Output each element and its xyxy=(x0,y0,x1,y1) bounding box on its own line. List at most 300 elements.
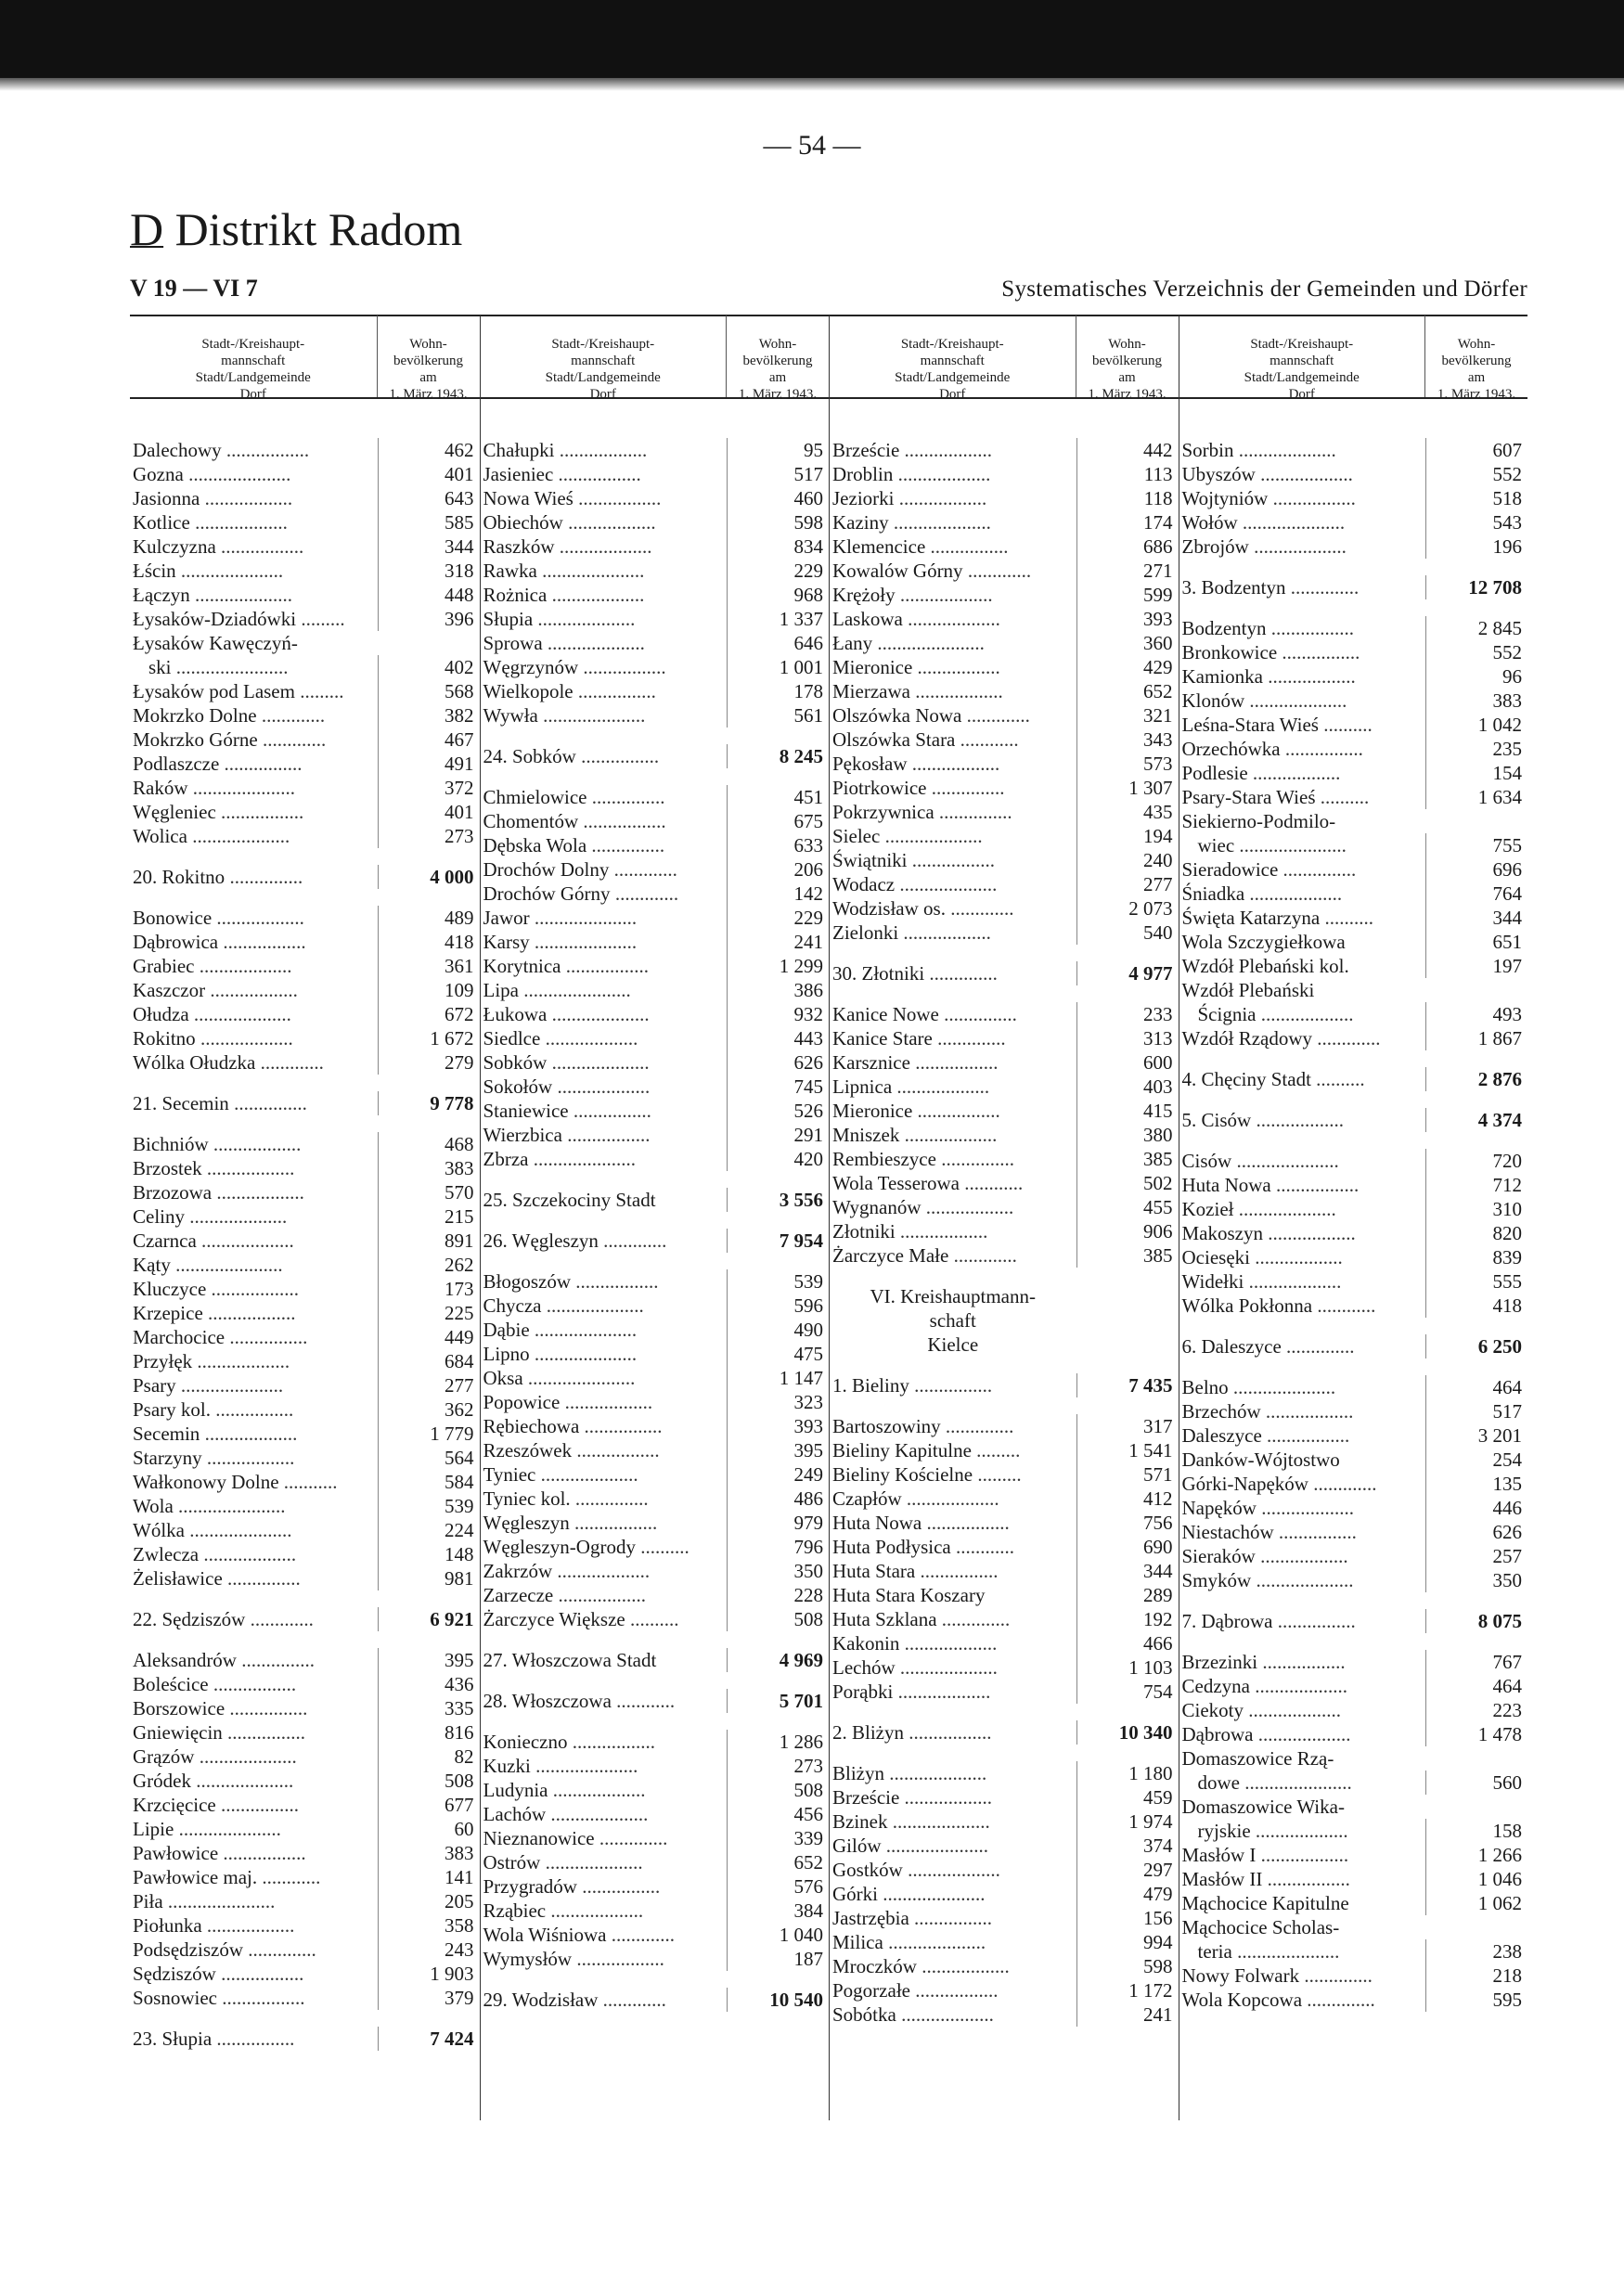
place-name: Podsędziszów .............. xyxy=(133,1938,316,1961)
population-value: 906 xyxy=(1076,1219,1179,1243)
population-value: 442 xyxy=(1076,438,1179,462)
table-row xyxy=(481,1342,830,1366)
population-value: 652 xyxy=(1076,679,1179,703)
header-name: Stadt-/Kreishaupt- mannschaft Stadt/Landgemeinde Dorf xyxy=(195,337,311,402)
table-row xyxy=(1179,575,1528,599)
section-range: V 19 — VI 7 xyxy=(130,275,258,302)
place-name: Wodzisław os. ............. xyxy=(832,897,1014,920)
place-name: Mokrzko Dolne ............. xyxy=(133,704,326,727)
table-row xyxy=(830,1195,1179,1219)
table-row xyxy=(830,1930,1179,1954)
place-name: Chycza .................... xyxy=(483,1294,644,1317)
place-name: Starzyny .................. xyxy=(133,1447,295,1469)
table-row xyxy=(130,1002,480,1026)
place-name: Ludynia ................... xyxy=(483,1779,646,1801)
population-value: 1 172 xyxy=(1076,1978,1179,2002)
place-name: Psary-Stara Wieś .......... xyxy=(1181,786,1370,808)
place-name: Łączyn .................... xyxy=(133,584,293,606)
population-value: 755 xyxy=(1425,833,1527,857)
place-name: Belno ..................... xyxy=(1181,1376,1336,1398)
table-row xyxy=(130,1091,480,1115)
population-value: 218 xyxy=(1425,1964,1527,1988)
table-row xyxy=(830,655,1179,679)
table-row xyxy=(481,1778,830,1802)
table-row xyxy=(1179,1375,1528,1399)
table-row xyxy=(1179,1026,1528,1050)
table-row xyxy=(130,631,480,655)
population-value: 596 xyxy=(727,1294,829,1318)
place-name: Tyniec .................... xyxy=(483,1463,638,1486)
place-name: Staniewice ................ xyxy=(483,1100,651,1122)
place-name: Rembieszyce ............... xyxy=(832,1148,1014,1170)
place-name: Podlaszcze ................ xyxy=(133,753,303,775)
table-row xyxy=(130,865,480,889)
population-value: 626 xyxy=(727,1050,829,1075)
place-name: Droblin ................... xyxy=(832,463,991,485)
place-name: Kluczyce .................. xyxy=(133,1278,300,1300)
place-name: Wolica .................... xyxy=(133,825,290,847)
place-name: Pogorzałe ................. xyxy=(832,1979,999,2002)
population-value: 9 778 xyxy=(378,1091,480,1115)
population-value: 449 xyxy=(378,1325,480,1349)
place-name: Rawka ..................... xyxy=(483,560,645,582)
table-row xyxy=(130,800,480,824)
place-name: Łścin ..................... xyxy=(133,560,284,582)
population-value: 767 xyxy=(1425,1650,1527,1674)
population-value: 277 xyxy=(378,1373,480,1397)
table-row xyxy=(130,1397,480,1422)
table-row xyxy=(830,1487,1179,1511)
place-name: Wałkonowy Dolne ........... xyxy=(133,1471,338,1493)
population-value: 321 xyxy=(1076,703,1179,728)
table-row xyxy=(130,728,480,752)
header-population: Wohn- bevölkerung am 1. März 1943. xyxy=(726,315,829,397)
population-value: 7 424 xyxy=(378,2027,480,2051)
table-row xyxy=(481,510,830,534)
place-name: Makoszyn .................. xyxy=(1181,1222,1356,1244)
population-value: 401 xyxy=(378,462,480,486)
table-column-2 xyxy=(480,315,830,2120)
place-name: Brzeście .................. xyxy=(832,1786,993,1809)
place-name: Huta Stara ................ xyxy=(832,1560,999,1582)
table-row xyxy=(830,1882,1179,1906)
population-value: 297 xyxy=(1076,1858,1179,1882)
scan-top-border xyxy=(0,0,1624,78)
population-value: 350 xyxy=(727,1559,829,1583)
population-value: 384 xyxy=(727,1899,829,1923)
table-row xyxy=(130,1253,480,1277)
place-name: Kakonin ................... xyxy=(832,1632,998,1655)
population-value: 1 337 xyxy=(727,607,829,631)
place-name: Górki-Napęków ............. xyxy=(1181,1473,1377,1495)
population-value: 206 xyxy=(727,857,829,882)
table-row xyxy=(830,1219,1179,1243)
table-row xyxy=(830,728,1179,752)
table-row xyxy=(830,961,1179,985)
population-value: 508 xyxy=(378,1769,480,1793)
place-name: ryjskie ................... xyxy=(1197,1820,1348,1842)
population-value: 891 xyxy=(378,1229,480,1253)
population-value: 372 xyxy=(378,776,480,800)
population-value: 1 286 xyxy=(727,1730,829,1754)
place-name: Ostrów .................... xyxy=(483,1851,643,1874)
column-header xyxy=(481,315,830,402)
population-value: 1 974 xyxy=(1076,1809,1179,1834)
table-row xyxy=(1179,1964,1528,1988)
place-name: Piotrkowice ............... xyxy=(832,777,1005,799)
population-value: 361 xyxy=(378,954,480,978)
table-row xyxy=(130,1470,480,1494)
place-name: ski ....................... xyxy=(148,656,289,678)
population-value: 291 xyxy=(727,1123,829,1147)
place-name: Górki ..................... xyxy=(832,1883,986,1905)
place-name: Węgleniec ................. xyxy=(133,801,304,823)
region-letter: D xyxy=(130,203,164,255)
place-name: Wola ...................... xyxy=(133,1495,286,1517)
place-name: Sokołów ................... xyxy=(483,1075,651,1098)
table-row xyxy=(481,1511,830,1535)
table-row xyxy=(830,559,1179,583)
population-value: 552 xyxy=(1425,462,1527,486)
table-row xyxy=(830,1075,1179,1099)
place-name: Sieradowice ............... xyxy=(1181,858,1357,881)
table-row xyxy=(481,930,830,954)
place-name: Wierzbica ................. xyxy=(483,1124,651,1146)
population-value: 379 xyxy=(378,1986,480,2010)
population-value: 141 xyxy=(378,1865,480,1889)
table-row xyxy=(481,857,830,882)
place-name: Mroczków .................. xyxy=(832,1955,1010,1977)
population-value: 435 xyxy=(1076,800,1179,824)
population-value: 1 307 xyxy=(1076,776,1179,800)
place-name: VI. Kreishauptmann- xyxy=(870,1285,1036,1307)
population-value: 380 xyxy=(1076,1123,1179,1147)
table-row xyxy=(830,1680,1179,1704)
table-row xyxy=(481,559,830,583)
place-name: Sosnowiec ................. xyxy=(133,1987,305,2009)
population-value: 584 xyxy=(378,1470,480,1494)
place-name: Śniadka ................... xyxy=(1181,882,1343,905)
place-name: Chomentów ................. xyxy=(483,810,666,832)
population-value: 241 xyxy=(727,930,829,954)
place-name: dowe ...................... xyxy=(1197,1771,1352,1794)
table-row xyxy=(830,1002,1179,1026)
place-name: Lechów .................... xyxy=(832,1656,998,1679)
table-row xyxy=(1179,1221,1528,1245)
table-row xyxy=(481,1754,830,1778)
population-value: 4 969 xyxy=(727,1648,829,1672)
table-row xyxy=(1179,930,1528,954)
place-name: Wzdół Rządowy ............. xyxy=(1181,1027,1381,1049)
place-name: 2. Bliżyn ................. xyxy=(832,1721,992,1744)
population-value: 1 541 xyxy=(1076,1438,1179,1462)
table-row xyxy=(1179,534,1528,559)
table-row xyxy=(1179,1771,1528,1795)
population-value: 460 xyxy=(727,486,829,510)
population-value: 344 xyxy=(378,534,480,559)
population-value: 96 xyxy=(1425,664,1527,689)
place-name: Wołów ..................... xyxy=(1181,511,1346,534)
table-row xyxy=(830,896,1179,921)
population-value: 4 374 xyxy=(1425,1108,1527,1132)
place-name: Karsy ..................... xyxy=(483,931,638,953)
table-row xyxy=(1179,1795,1528,1819)
population-value: 401 xyxy=(378,800,480,824)
population-value: 243 xyxy=(378,1938,480,1962)
population-value: 462 xyxy=(378,438,480,462)
population-value: 517 xyxy=(727,462,829,486)
place-name: Gostków ................... xyxy=(832,1859,1000,1881)
place-name: Drochów Górny ............. xyxy=(483,882,679,905)
table-row xyxy=(481,607,830,631)
table-row xyxy=(830,752,1179,776)
place-name: Żarczyce Małe ............. xyxy=(832,1244,1017,1267)
population-value: 539 xyxy=(378,1494,480,1518)
population-value: 677 xyxy=(378,1793,480,1817)
place-name: Rożnica ................... xyxy=(483,584,645,606)
place-name: Pawłowice maj. ............ xyxy=(133,1866,321,1888)
population-value: 502 xyxy=(1076,1171,1179,1195)
place-name: 5. Cisów .................. xyxy=(1181,1109,1344,1131)
table-row xyxy=(1179,1472,1528,1496)
population-value: 464 xyxy=(1425,1375,1527,1399)
table-row xyxy=(130,1841,480,1865)
place-name: Wólka Ołudzka ............. xyxy=(133,1051,324,1074)
population-value: 82 xyxy=(378,1745,480,1769)
place-name: Lipnica ................... xyxy=(832,1075,990,1098)
population-value: 456 xyxy=(727,1802,829,1826)
table-row xyxy=(1179,1002,1528,1026)
table-row xyxy=(130,1349,480,1373)
population-value: 555 xyxy=(1425,1269,1527,1294)
place-name: Nowy Folwark .............. xyxy=(1181,1964,1373,1987)
population-value: 571 xyxy=(1076,1462,1179,1487)
table-row xyxy=(481,1923,830,1947)
table-row xyxy=(830,631,1179,655)
population-value: 1 062 xyxy=(1425,1891,1527,1915)
population-value: 118 xyxy=(1076,486,1179,510)
place-name: Sorbin .................... xyxy=(1181,439,1336,461)
table-row xyxy=(481,1026,830,1050)
population-value: 754 xyxy=(1076,1680,1179,1704)
place-name: Brzezinki ................. xyxy=(1181,1651,1346,1673)
population-value: 344 xyxy=(1076,1559,1179,1583)
table-row xyxy=(830,921,1179,945)
population-value: 229 xyxy=(727,559,829,583)
table-row xyxy=(130,510,480,534)
population-value: 362 xyxy=(378,1397,480,1422)
table-row xyxy=(1179,462,1528,486)
table-row xyxy=(830,607,1179,631)
table-row xyxy=(1179,1915,1528,1939)
population-value: 643 xyxy=(378,486,480,510)
population-value: 543 xyxy=(1425,510,1527,534)
region-name: Distrikt Radom xyxy=(174,203,463,255)
population-value: 468 xyxy=(378,1132,480,1156)
table-row xyxy=(830,462,1179,486)
population-value: 652 xyxy=(727,1850,829,1874)
population-value: 350 xyxy=(1425,1568,1527,1592)
population-value: 374 xyxy=(1076,1834,1179,1858)
table-row xyxy=(830,1284,1179,1308)
place-name: Rząbiec ................... xyxy=(483,1899,644,1922)
place-name: 1. Bieliny ................ xyxy=(832,1374,993,1397)
table-row xyxy=(481,534,830,559)
place-name: Kuzki ..................... xyxy=(483,1755,638,1777)
table-row xyxy=(1179,1609,1528,1633)
place-name: 26. Węgleszyn ............. xyxy=(483,1230,667,1252)
place-name: Celiny .................... xyxy=(133,1205,288,1228)
population-value: 764 xyxy=(1425,882,1527,906)
place-name: Krzcięcice ................ xyxy=(133,1794,300,1816)
population-value: 386 xyxy=(727,978,829,1002)
table-row xyxy=(830,1333,1179,1357)
table-row xyxy=(830,583,1179,607)
population-value: 576 xyxy=(727,1874,829,1899)
place-name: Kowalów Górny ............. xyxy=(832,560,1032,582)
table-row xyxy=(481,1075,830,1099)
table-row xyxy=(130,583,480,607)
population-value: 142 xyxy=(727,882,829,906)
place-name: Sędziszów ................. xyxy=(133,1963,304,1985)
population-value: 564 xyxy=(378,1446,480,1470)
population-value: 1 046 xyxy=(1425,1867,1527,1891)
place-name: Klemencice ................ xyxy=(832,535,1009,558)
table-row xyxy=(830,1050,1179,1075)
population-value: 1 478 xyxy=(1425,1722,1527,1746)
place-name: Domaszowice Wika- xyxy=(1181,1796,1345,1818)
place-name: Wola Szczygiełkowa xyxy=(1181,931,1346,953)
place-name: Święta Katarzyna .......... xyxy=(1181,907,1373,929)
place-name: Łysaków Kawęczyń- xyxy=(133,632,298,654)
population-value: 229 xyxy=(727,906,829,930)
population-value: 415 xyxy=(1076,1099,1179,1123)
table-row xyxy=(481,1874,830,1899)
place-name: Ciekoty ................... xyxy=(1181,1699,1341,1721)
table-row xyxy=(481,1390,830,1414)
population-value: 834 xyxy=(727,534,829,559)
population-value: 585 xyxy=(378,510,480,534)
population-value: 205 xyxy=(378,1889,480,1913)
population-value: 412 xyxy=(1076,1487,1179,1511)
table-row xyxy=(481,631,830,655)
population-value: 310 xyxy=(1425,1197,1527,1221)
population-value: 12 708 xyxy=(1425,575,1527,599)
place-name: Milica .................... xyxy=(832,1931,986,1953)
table-row xyxy=(1179,1399,1528,1423)
table-row xyxy=(1179,510,1528,534)
place-name: 23. Słupia ................ xyxy=(133,2028,295,2050)
place-name: Lachów .................... xyxy=(483,1803,649,1825)
place-name: Huta Nowa ................. xyxy=(832,1512,1010,1534)
table-row xyxy=(481,1899,830,1923)
population-value: 257 xyxy=(1425,1544,1527,1568)
population-value: 395 xyxy=(378,1648,480,1672)
place-name: Nowa Wieś ................. xyxy=(483,487,662,509)
place-name: Chałupki .................. xyxy=(483,439,648,461)
table-row xyxy=(481,1559,830,1583)
population-value: 403 xyxy=(1076,1075,1179,1099)
place-name: Wielkopole ................ xyxy=(483,680,656,702)
population-value: 1 779 xyxy=(378,1422,480,1446)
population-value: 1 299 xyxy=(727,954,829,978)
table-row xyxy=(830,1583,1179,1607)
population-value: 599 xyxy=(1076,583,1179,607)
place-name: Rębiechowa ................ xyxy=(483,1415,663,1437)
table-row xyxy=(481,1826,830,1850)
population-value: 178 xyxy=(727,679,829,703)
place-name: Konieczno ................. xyxy=(483,1731,655,1753)
table-row xyxy=(1179,689,1528,713)
population-value: 196 xyxy=(1425,534,1527,559)
place-name: Mierzawa .................. xyxy=(832,680,1003,702)
population-value: 279 xyxy=(378,1050,480,1075)
table-row xyxy=(830,1607,1179,1631)
header-population: Wohn- bevölkerung am 1. März 1943. xyxy=(1076,315,1179,397)
population-value: 443 xyxy=(727,1026,829,1050)
table-row xyxy=(481,679,830,703)
population-value: 446 xyxy=(1425,1496,1527,1520)
table-row xyxy=(130,1050,480,1075)
table-row xyxy=(481,1583,830,1607)
table-row xyxy=(481,978,830,1002)
place-name: Korytnica ................. xyxy=(483,955,649,977)
population-value: 459 xyxy=(1076,1785,1179,1809)
population-value: 455 xyxy=(1076,1195,1179,1219)
table-row xyxy=(1179,1650,1528,1674)
page-heading: Systematisches Verzeichnis der Gemeinden und Dörfer xyxy=(1001,277,1527,302)
population-value: 10 340 xyxy=(1076,1720,1179,1745)
place-name: Oksa ...................... xyxy=(483,1367,636,1389)
table-row xyxy=(481,583,830,607)
place-name: Marchocice ................ xyxy=(133,1326,308,1348)
table-row xyxy=(830,1123,1179,1147)
table-row xyxy=(1179,1698,1528,1722)
place-name: Brzeście .................. xyxy=(832,439,993,461)
table-row xyxy=(130,1422,480,1446)
population-value: 491 xyxy=(378,752,480,776)
table-row xyxy=(830,703,1179,728)
table-row xyxy=(481,1294,830,1318)
place-name: Gilów ..................... xyxy=(832,1835,988,1857)
table-row xyxy=(830,486,1179,510)
place-name: Ołudza .................... xyxy=(133,1003,291,1025)
place-name: Bliżyn .................... xyxy=(832,1762,987,1784)
table-row xyxy=(481,486,830,510)
population-value: 675 xyxy=(727,809,829,833)
table-row xyxy=(481,1414,830,1438)
table-row xyxy=(481,1689,830,1713)
place-name: Jastrzębia ................ xyxy=(832,1907,993,1929)
place-name: Niestachów ................ xyxy=(1181,1521,1357,1543)
table-row xyxy=(1179,1496,1528,1520)
population-value: 273 xyxy=(378,824,480,848)
table-row xyxy=(830,1559,1179,1583)
place-name: Kanice Nowe ............... xyxy=(832,1003,1017,1025)
table-row xyxy=(481,438,830,462)
table-row xyxy=(1179,833,1528,857)
place-name: 21. Secemin ............... xyxy=(133,1092,307,1114)
population-value: 539 xyxy=(727,1269,829,1294)
place-name: Rokitno ................... xyxy=(133,1027,293,1049)
table-row xyxy=(481,1462,830,1487)
table-row xyxy=(1179,1819,1528,1843)
table-row xyxy=(1179,1149,1528,1173)
place-name: Ociesęki .................. xyxy=(1181,1246,1343,1268)
place-name: Mieronice ................. xyxy=(832,656,1000,678)
table-row xyxy=(130,978,480,1002)
table-row xyxy=(481,1229,830,1253)
